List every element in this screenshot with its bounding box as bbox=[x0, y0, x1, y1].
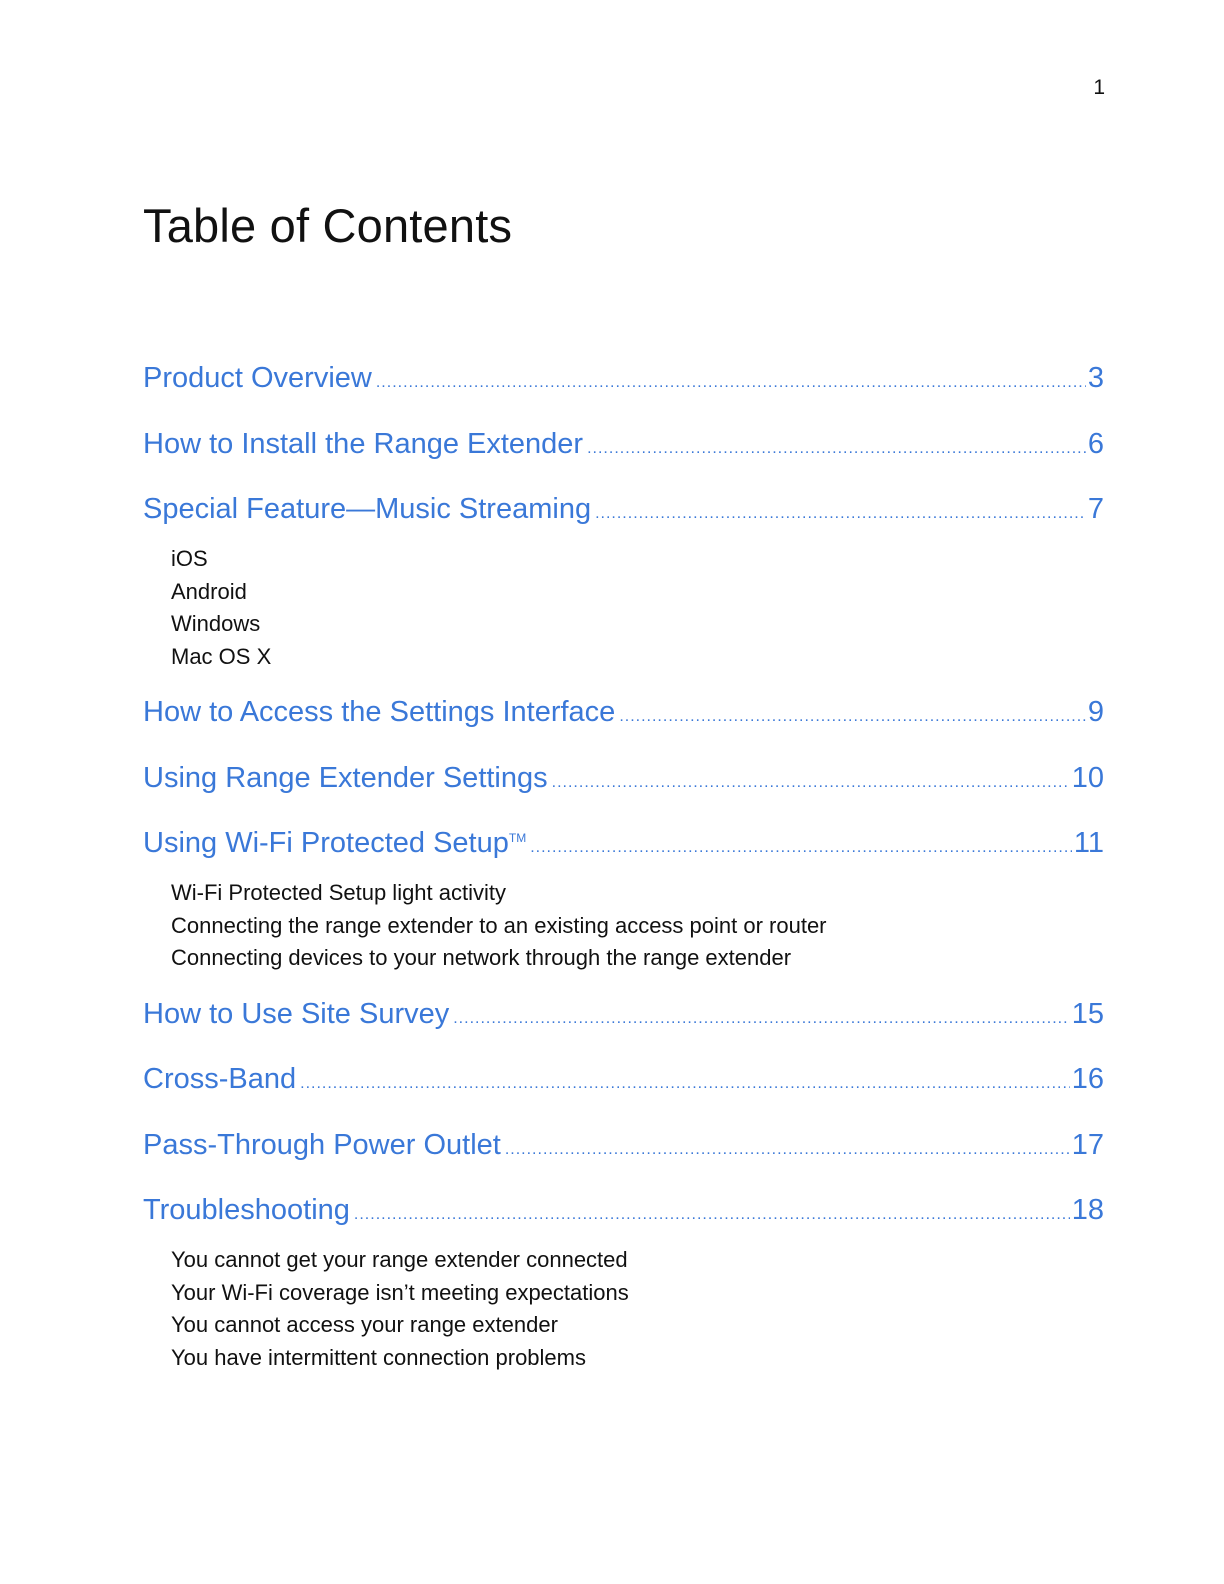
toc-leader-dots bbox=[354, 1206, 1070, 1224]
toc-entry-label: Pass-Through Power Outlet bbox=[143, 1128, 501, 1161]
toc-leader-dots bbox=[587, 440, 1086, 458]
toc-entry-product-overview[interactable] bbox=[143, 362, 1104, 408]
toc-leader-dots bbox=[530, 839, 1072, 857]
toc-entry-page: 16 bbox=[1071, 1063, 1104, 1095]
toc-subitem[interactable]: Wi-Fi Protected Setup light activity bbox=[171, 880, 507, 905]
toc-sublist-wps bbox=[171, 877, 1104, 975]
toc-entry-page: 6 bbox=[1087, 427, 1104, 460]
toc-entry-page: 15 bbox=[1071, 997, 1104, 1030]
toc-leader-dots bbox=[376, 374, 1086, 392]
toc-entry-page: 10 bbox=[1071, 761, 1104, 794]
toc-entry-page: 18 bbox=[1071, 1194, 1104, 1226]
toc-subitem[interactable]: Windows bbox=[171, 611, 261, 636]
toc-entry-install[interactable] bbox=[143, 428, 1104, 474]
toc-leader-dots bbox=[300, 1075, 1070, 1093]
toc-entry-label: How to Access the Settings Interface bbox=[143, 696, 616, 728]
toc-subitem[interactable]: iOS bbox=[171, 546, 208, 571]
toc-entry-label: Troubleshooting bbox=[143, 1194, 350, 1226]
toc-entry-page: 17 bbox=[1071, 1128, 1104, 1161]
toc-entry-label-text: Using Wi-Fi Protected Setup bbox=[143, 827, 509, 859]
toc-subitem[interactable]: Android bbox=[171, 578, 247, 604]
toc-subitem[interactable]: Connecting the range extender to an existing access point or router bbox=[171, 912, 827, 938]
toc-subitem[interactable]: You cannot access your range extender bbox=[171, 1312, 558, 1337]
toc-entry-page: 9 bbox=[1087, 696, 1104, 728]
toc-subitem[interactable]: Your Wi-Fi coverage isn’t meeting expectations bbox=[171, 1279, 629, 1305]
toc-leader-dots bbox=[619, 708, 1086, 726]
toc-entry-label: Special Feature—Music Streaming bbox=[143, 493, 592, 525]
toc-entry-cross-band[interactable] bbox=[143, 1063, 1104, 1109]
toc-entry-label: How to Use Site Survey bbox=[143, 997, 450, 1030]
toc-entry-settings-interface[interactable] bbox=[143, 696, 1104, 742]
toc-subitem[interactable]: You have intermittent connection problems bbox=[171, 1344, 586, 1370]
toc-sublist-music-streaming bbox=[171, 543, 1104, 673]
toc-leader-dots bbox=[552, 774, 1070, 792]
toc-entry-site-survey[interactable] bbox=[143, 998, 1104, 1044]
toc-entry-label bbox=[143, 827, 530, 860]
toc-entry-page: 7 bbox=[1087, 493, 1104, 525]
toc-entry-label: Cross-Band bbox=[143, 1063, 297, 1095]
toc-subitem[interactable]: You cannot get your range extender connected bbox=[171, 1247, 628, 1272]
toc-entry-page: 3 bbox=[1087, 362, 1104, 394]
toc-entry-music-streaming[interactable] bbox=[143, 493, 1104, 539]
toc-entry-power-outlet[interactable] bbox=[143, 1129, 1104, 1175]
toc-entry-label: Using Range Extender Settings bbox=[143, 761, 548, 794]
toc-entry-label: Product Overview bbox=[143, 362, 372, 394]
toc-subitem[interactable]: Connecting devices to your network through the range extender bbox=[171, 945, 792, 970]
trademark-symbol: TM bbox=[508, 831, 527, 845]
toc-sublist-troubleshooting bbox=[171, 1244, 1104, 1374]
table-of-contents bbox=[143, 362, 1104, 1397]
toc-entry-extender-settings[interactable] bbox=[143, 762, 1104, 808]
page-number: 1 bbox=[1093, 76, 1105, 99]
page-title: Table of Contents bbox=[143, 199, 513, 252]
toc-subitem[interactable]: Mac OS X bbox=[171, 643, 272, 669]
toc-leader-dots bbox=[595, 505, 1086, 523]
toc-entry-troubleshooting[interactable] bbox=[143, 1194, 1104, 1240]
toc-leader-dots bbox=[453, 1010, 1070, 1028]
toc-leader-dots bbox=[505, 1141, 1070, 1159]
toc-entry-page: 11 bbox=[1073, 827, 1104, 859]
toc-entry-wps[interactable] bbox=[143, 827, 1104, 873]
toc-entry-label: How to Install the Range Extender bbox=[143, 427, 584, 460]
